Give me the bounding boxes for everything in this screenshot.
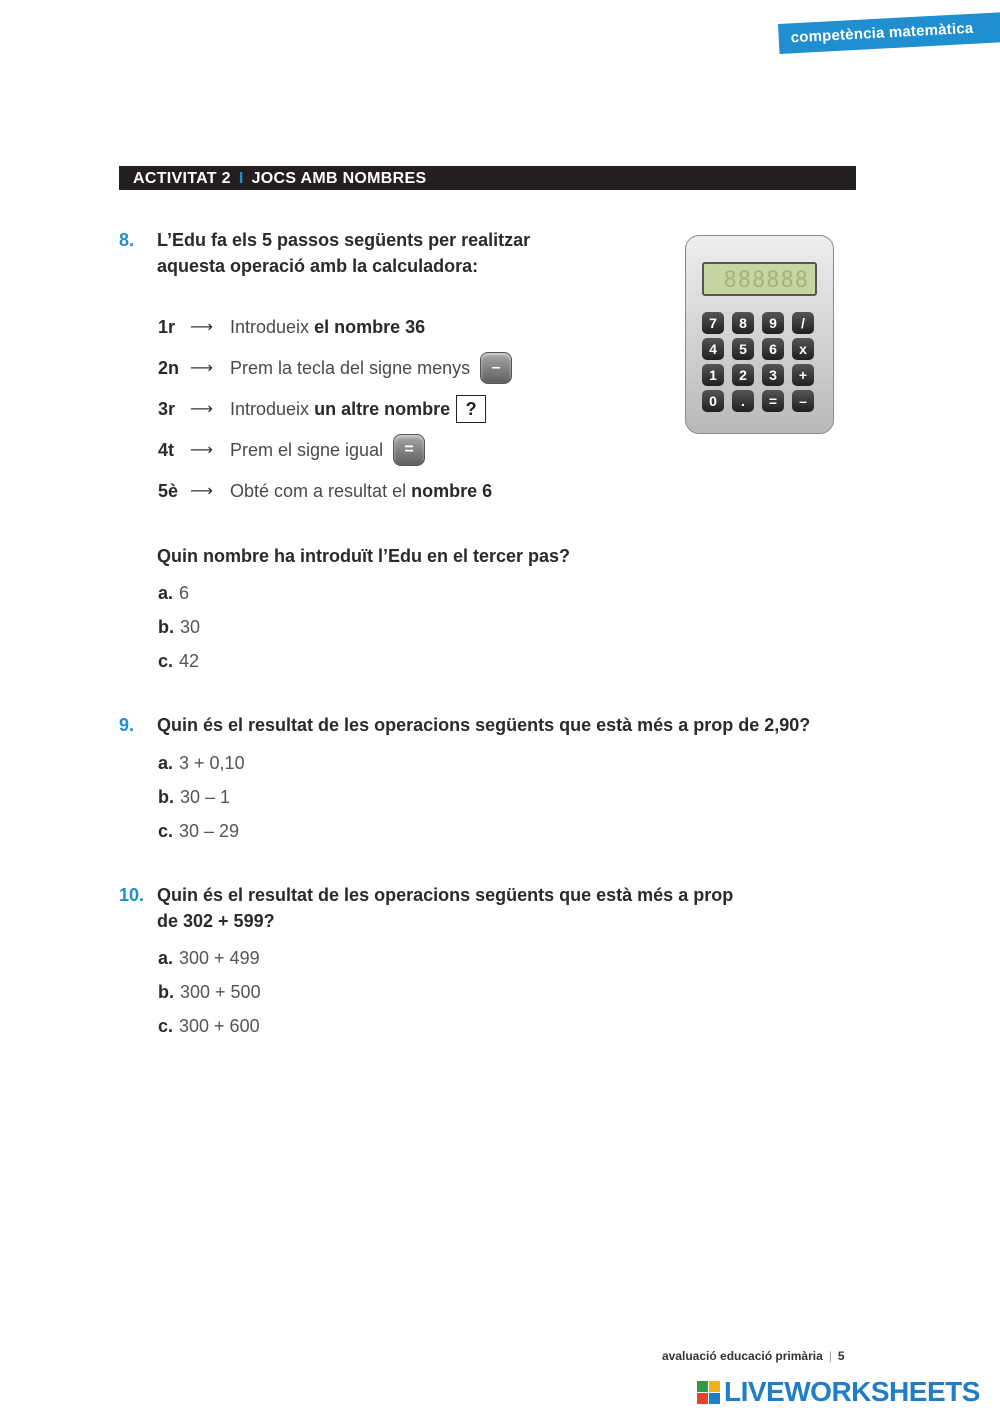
liveworksheets-watermark[interactable] bbox=[697, 1374, 980, 1410]
minus-key-icon: – bbox=[480, 352, 512, 384]
arrow-icon: ⟶ bbox=[190, 319, 213, 336]
unknown-number-box[interactable]: ? bbox=[456, 395, 486, 423]
option-letter: a. bbox=[158, 948, 174, 968]
calculator-key: 0 bbox=[702, 390, 724, 412]
arrow-icon: ⟶ bbox=[190, 360, 213, 377]
step-label: 5è bbox=[158, 480, 179, 501]
step-2 bbox=[158, 353, 512, 383]
page-number: 5 bbox=[837, 1349, 845, 1363]
step-text: Introdueix bbox=[230, 398, 310, 419]
activity-label: ACTIVITAT 2 bbox=[133, 170, 231, 187]
calculator-key: 9 bbox=[762, 312, 784, 334]
arrow-icon: ⟶ bbox=[190, 401, 213, 418]
option-letter: b. bbox=[158, 617, 174, 637]
calculator-keypad bbox=[702, 312, 820, 412]
calculator-key: . bbox=[732, 390, 754, 412]
q10-option-a[interactable] bbox=[158, 948, 260, 969]
footer-text: avaluació educació primària bbox=[662, 1349, 823, 1363]
page-footer bbox=[662, 1349, 845, 1363]
option-letter: c. bbox=[158, 1016, 174, 1036]
q9-option-c[interactable] bbox=[158, 821, 239, 842]
arrow-icon: ⟶ bbox=[190, 442, 213, 459]
calculator-key: 5 bbox=[732, 338, 754, 360]
q9-option-b[interactable] bbox=[158, 787, 230, 808]
question-10-text bbox=[157, 882, 733, 934]
step-5 bbox=[158, 476, 492, 506]
calculator-key: / bbox=[792, 312, 814, 334]
option-letter: c. bbox=[158, 651, 174, 671]
question-10-number: 10. bbox=[119, 885, 145, 905]
equals-key-icon: = bbox=[393, 434, 425, 466]
corner-tag: competència matemàtica bbox=[778, 12, 1000, 54]
question-9-text: Quin és el resultat de les operacions següents que està més a prop de 2,90? bbox=[157, 715, 811, 735]
step-label: 2n bbox=[158, 357, 180, 378]
step-text: Introdueix bbox=[230, 316, 310, 337]
liveworksheets-logo-icon bbox=[697, 1381, 720, 1404]
arrow-icon: ⟶ bbox=[190, 483, 213, 500]
option-value: 30 – 29 bbox=[179, 821, 240, 841]
question-9-number: 9. bbox=[119, 715, 135, 735]
option-value: 6 bbox=[179, 583, 190, 603]
option-value: 300 + 499 bbox=[179, 948, 260, 968]
option-value: 30 – 1 bbox=[180, 787, 231, 807]
logo-square bbox=[697, 1393, 708, 1404]
watermark-text: LIVEWORKSHEETS bbox=[724, 1376, 980, 1407]
step-text: Prem la tecla del signe menys bbox=[230, 357, 471, 378]
q8-option-c[interactable] bbox=[158, 651, 199, 672]
calculator-key: 8 bbox=[732, 312, 754, 334]
question-8-number: 8. bbox=[119, 230, 135, 250]
header-separator: I bbox=[238, 170, 244, 187]
calculator-key: x bbox=[792, 338, 814, 360]
footer-divider: | bbox=[828, 1349, 832, 1363]
step-4 bbox=[158, 435, 425, 465]
option-value: 300 + 500 bbox=[180, 982, 261, 1002]
calculator-key: 4 bbox=[702, 338, 724, 360]
step-text: Prem el signe igual bbox=[230, 439, 384, 460]
question-10-line-2: de 302 + 599? bbox=[157, 911, 275, 931]
question-10-line-1: Quin és el resultat de les operacions següents que està més a prop bbox=[157, 885, 734, 905]
step-label: 4t bbox=[158, 439, 175, 460]
option-value: 300 + 600 bbox=[179, 1016, 260, 1036]
calculator-key: – bbox=[792, 390, 814, 412]
question-8-line-1: L’Edu fa els 5 passos següents per realitzar bbox=[157, 230, 531, 250]
question-8-prompt: Quin nombre ha introduït l’Edu en el tercer pas? bbox=[157, 546, 571, 566]
logo-square bbox=[709, 1381, 720, 1392]
q9-option-a[interactable] bbox=[158, 753, 245, 774]
option-letter: a. bbox=[158, 753, 174, 773]
step-text: Obté com a resultat el bbox=[230, 480, 407, 501]
logo-square bbox=[709, 1393, 720, 1404]
step-3 bbox=[158, 394, 486, 424]
calculator-illustration bbox=[685, 235, 834, 434]
calculator-display: 888888 bbox=[702, 262, 817, 296]
step-bold: el nombre 36 bbox=[314, 316, 426, 337]
q10-option-b[interactable] bbox=[158, 982, 261, 1003]
step-bold: un altre nombre bbox=[314, 398, 451, 419]
option-value: 30 bbox=[180, 617, 201, 637]
option-letter: b. bbox=[158, 787, 174, 807]
step-label: 3r bbox=[158, 398, 176, 419]
option-value: 42 bbox=[179, 651, 200, 671]
q8-option-a[interactable] bbox=[158, 583, 189, 604]
calculator-key: 2 bbox=[732, 364, 754, 386]
calculator-key: = bbox=[762, 390, 784, 412]
question-8-line-2: aquesta operació amb la calculadora: bbox=[157, 256, 479, 276]
option-letter: a. bbox=[158, 583, 174, 603]
step-bold: nombre 6 bbox=[411, 480, 493, 501]
q8-option-b[interactable] bbox=[158, 617, 200, 638]
section-header bbox=[119, 166, 856, 190]
calculator-key: 7 bbox=[702, 312, 724, 334]
activity-title: JOCS AMB NOMBRES bbox=[251, 170, 427, 187]
calculator-key: + bbox=[792, 364, 814, 386]
question-8-text bbox=[157, 227, 530, 279]
logo-square bbox=[697, 1381, 708, 1392]
calculator-key: 3 bbox=[762, 364, 784, 386]
step-1 bbox=[158, 312, 425, 342]
option-letter: c. bbox=[158, 821, 174, 841]
calculator-key: 6 bbox=[762, 338, 784, 360]
option-letter: b. bbox=[158, 982, 174, 1002]
step-label: 1r bbox=[158, 316, 176, 337]
calculator-key: 1 bbox=[702, 364, 724, 386]
option-value: 3 + 0,10 bbox=[179, 753, 245, 773]
q10-option-c[interactable] bbox=[158, 1016, 260, 1037]
